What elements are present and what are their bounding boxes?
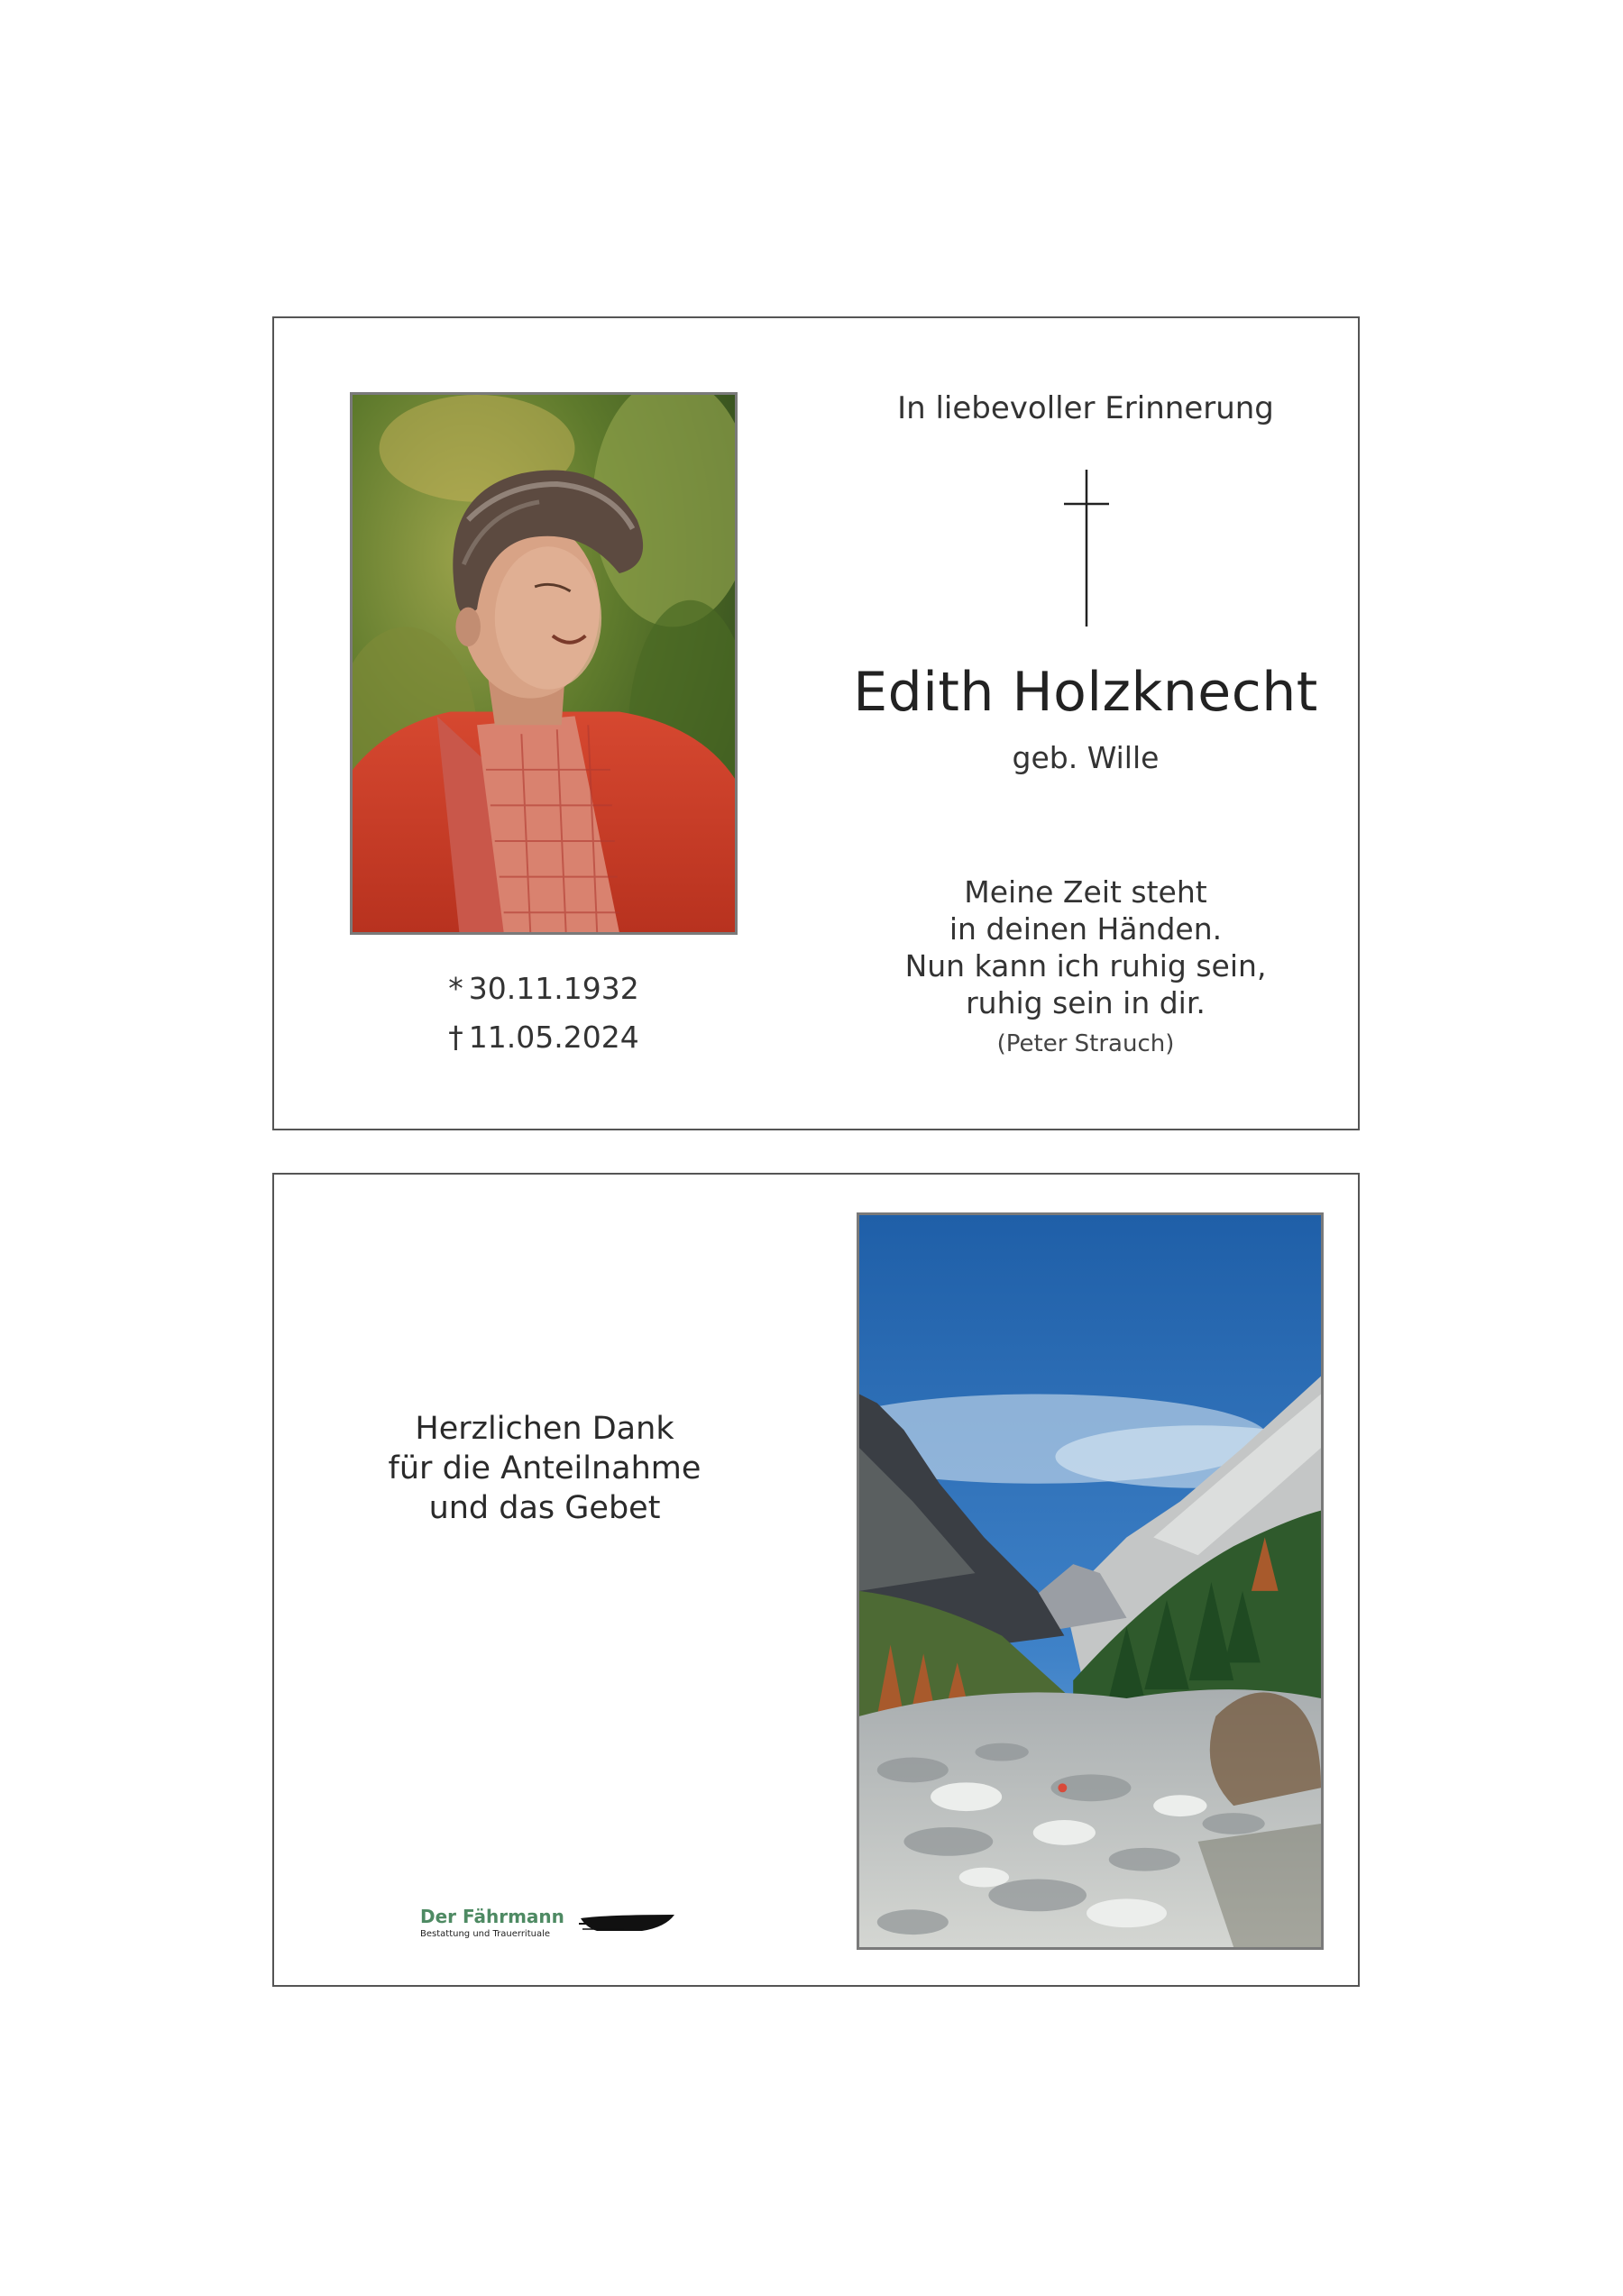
memorial-card-back — [272, 1173, 1360, 1987]
funeral-home-logo — [420, 1906, 691, 1951]
thanks-message — [328, 1409, 761, 1528]
verse-line: Meine Zeit steht — [964, 874, 1207, 910]
cross-icon — [1064, 470, 1109, 627]
landscape-photo — [857, 1212, 1324, 1950]
verse-author: (Peter Strauch) — [996, 1030, 1175, 1057]
boat-icon — [579, 1911, 676, 1936]
death-symbol: † — [448, 1020, 463, 1055]
landscape-image — [859, 1215, 1321, 1947]
thanks-line: für die Anteilnahme — [388, 1450, 701, 1486]
portrait-image — [353, 395, 735, 932]
thanks-line: und das Gebet — [428, 1490, 661, 1526]
verse-line: Nun kann ich ruhig sein, — [904, 948, 1267, 983]
logo-name: Der Fährmann — [420, 1906, 564, 1927]
verse-line: ruhig sein in dir. — [966, 985, 1206, 1020]
birth-symbol: * — [448, 971, 463, 1006]
deceased-name: Edith Holzknecht — [853, 661, 1318, 724]
birth-date-line — [350, 971, 738, 1006]
birth-date: 30.11.1932 — [468, 971, 639, 1006]
maiden-name: geb. Wille — [1012, 740, 1160, 775]
logo-tagline: Bestattung und Trauerrituale — [420, 1929, 551, 1939]
death-date: 11.05.2024 — [468, 1020, 639, 1055]
memorial-heading: In liebevoller Erinnerung — [897, 390, 1274, 426]
thanks-line: Herzlichen Dank — [415, 1411, 674, 1447]
death-date-line — [350, 1020, 738, 1055]
verse-line: in deinen Händen. — [949, 911, 1223, 947]
portrait-photo — [350, 392, 738, 935]
verse — [833, 874, 1338, 1021]
memorial-card-front — [272, 316, 1360, 1130]
